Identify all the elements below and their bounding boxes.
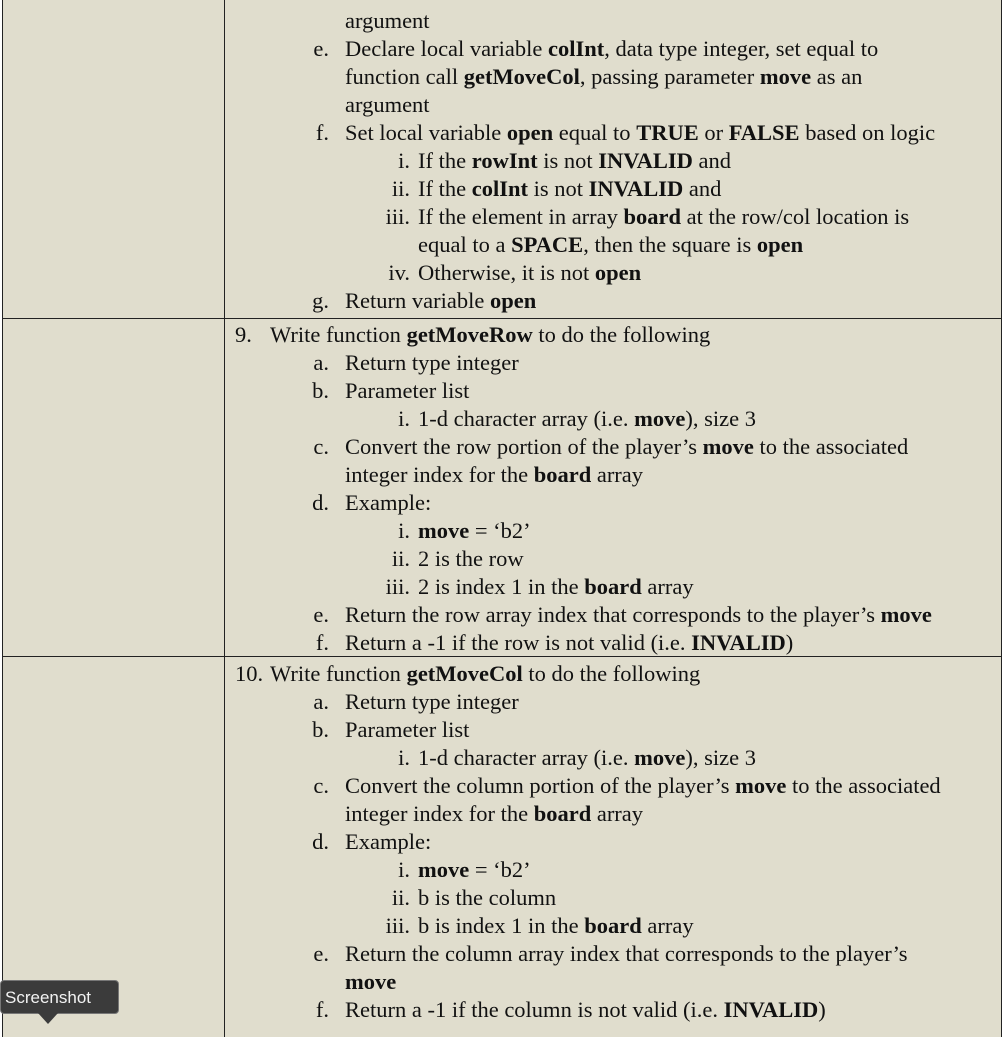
- table-cell-empty: [3, 319, 225, 656]
- screenshot-tooltip: [0, 980, 119, 1014]
- table-row: [3, 319, 1001, 657]
- table-cell-content: 10. Write function getMoveCol to do the following a. Return type integer b. Parameter list i. 1-d character array (i.e. move), size 3 c. Convert the column portion of the player’s move to the associated integer index for the board array d. Example: i. move = ‘b2’ ii. b is the column iii. b is index 1 in the board array e. Return the column array index that corresponds to the player’s move f. Return a -1 if the column is not valid (i.e. INVALID): [235, 661, 941, 1022]
- requirements-table: [2, 0, 1002, 1037]
- table-cell-content: 9. Write function getMoveRow to do the following a. Return type integer b. Parameter list i. 1-d character array (i.e. move), size 3 c. Convert the row portion of the player’s move to the associated integer index for the board array d. Example: i. move = ‘b2’ ii. 2 is the row iii. 2 is index 1 in the board array e. Return the row array index that corresponds to the player’s move f. Return a -1 if the row is not valid (i.e. INVALID): [235, 322, 932, 655]
- table-row: [3, 0, 1001, 319]
- table-cell-empty: [3, 0, 225, 318]
- table-row: [3, 657, 1001, 1037]
- tooltip-pointer-icon: [38, 1013, 58, 1024]
- table-cell-content: argument e. Declare local variable colInt, data type integer, set equal to function call getMoveCol, passing parameter move as an argument f. Set local variable open equal to TRUE or FALSE based on logic i. If the rowInt is not INVALID and ii. If the colInt is not INVALID and iii. If the element in array board at the row/col location is equal to a SPACE, then the square is open iv. Otherwise, it is not open g. Return variable open: [312, 8, 936, 313]
- tooltip-label: Screenshot: [5, 988, 91, 1007]
